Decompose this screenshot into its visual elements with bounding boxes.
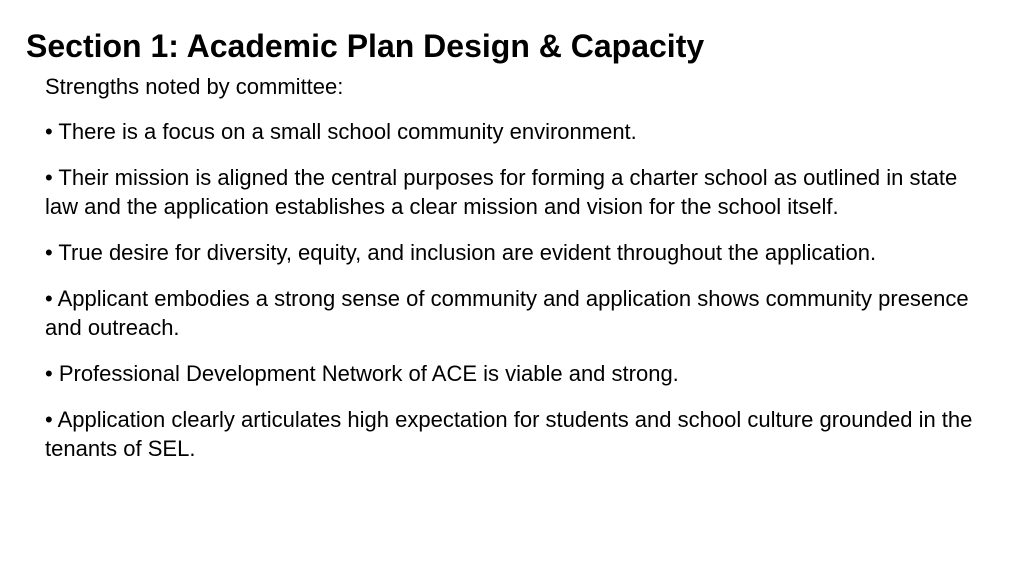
bullet-item: • Application clearly articulates high expectation for students and school culture grounded in the tenants of SEL.	[45, 407, 973, 461]
bullet-item: • True desire for diversity, equity, and inclusion are evident throughout the application.	[45, 240, 877, 265]
intro-text: Strengths noted by committee:	[45, 74, 344, 99]
slide-body	[26, 72, 984, 463]
bullet-item: • Their mission is aligned the central purposes for forming a charter school as outlined in state law and the application establishes a clear mission and vision for the school itself.	[45, 165, 958, 219]
bullet-item: • Applicant embodies a strong sense of community and application shows community presence and outreach.	[45, 286, 969, 340]
bullet-item: • There is a focus on a small school community environment.	[45, 119, 637, 144]
bullet-item: • Professional Development Network of ACE is viable and strong.	[45, 361, 679, 386]
strengths-list	[45, 117, 984, 463]
slide-title: Section 1: Academic Plan Design & Capacity	[26, 28, 705, 64]
